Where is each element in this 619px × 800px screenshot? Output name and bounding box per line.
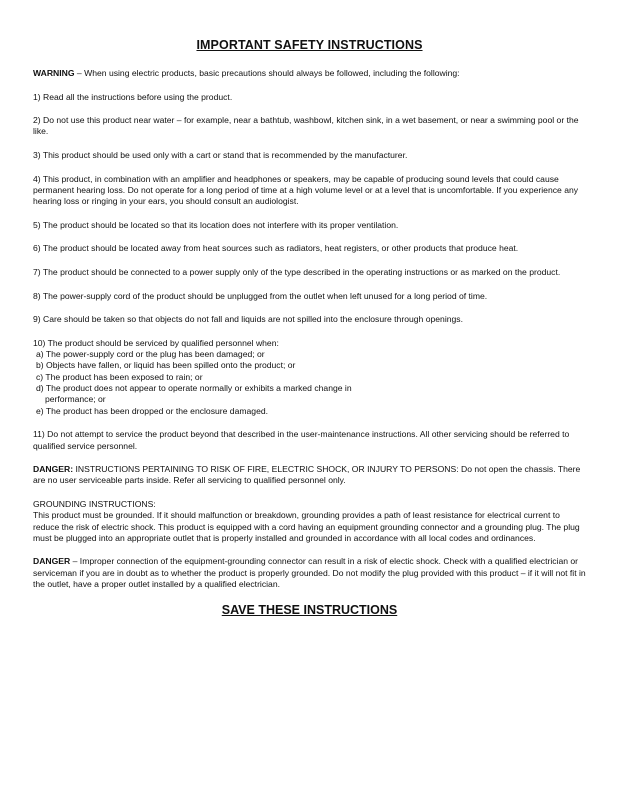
instruction-8: 8) The power-supply cord of the product should be unplugged from the outlet when left unused for a long period of time. bbox=[33, 290, 488, 301]
instruction-1: 1) Read all the instructions before using the product. bbox=[33, 91, 233, 102]
instruction-10-lead: 10) The product should be serviced by qualified personnel when: bbox=[33, 337, 279, 348]
instruction-5: 5) The product should be located so that its location does not interfere with its proper ventilation. bbox=[33, 219, 399, 230]
save-instructions-footer: SAVE THESE INSTRUCTIONS bbox=[221, 602, 398, 617]
danger-text-1: INSTRUCTIONS PERTAINING TO RISK OF FIRE, ELECTRIC SHOCK, OR INJURY TO PERSONS: Do not open the chassis. There are no user serviceable parts inside. Refer all servicing to qualified personnel only. bbox=[33, 464, 581, 486]
instruction-10-c: c) The product has been exposed to rain; or bbox=[36, 371, 203, 382]
instruction-9: 9) Care should be taken so that objects do not fall and liquids are not spilled into the enclosure through openings. bbox=[33, 314, 463, 325]
danger-paragraph-2 bbox=[33, 556, 586, 590]
instruction-10-b: b) Objects have fallen, or liquid has been spilled onto the product; or bbox=[36, 360, 296, 371]
instruction-6: 6) The product should be located away from heat sources such as radiators, heat registers, or other products that produce heat. bbox=[33, 243, 519, 254]
instruction-10-a: a) The power-supply cord or the plug has been damaged; or bbox=[36, 349, 265, 360]
warning-paragraph bbox=[33, 68, 586, 79]
instruction-11: 11) Do not attempt to service the product beyond that described in the user-maintenance instructions. All other servicing should be referred to qualified service personnel. bbox=[33, 429, 570, 451]
instruction-10 bbox=[33, 338, 586, 417]
instruction-10-d-cont: performance; or bbox=[45, 394, 106, 405]
danger-label-2: DANGER bbox=[33, 556, 71, 567]
grounding-heading: GROUNDING INSTRUCTIONS: bbox=[33, 498, 156, 509]
danger-paragraph-1 bbox=[33, 464, 586, 487]
warning-label: WARNING bbox=[33, 68, 75, 78]
grounding-text: This product must be grounded. If it should malfunction or breakdown, grounding provides a path of least resistance for electrical current to reduce the risk of electric shock. This product is equipped with a cord having an equipment grounding connector and a grounding plug. The plug must be plugged into an appropriate outlet that is properly installed and grounded in accordance with all local codes and ordinances. bbox=[33, 510, 580, 543]
danger-text-2: – Improper connection of the equipment-grounding connector can result in a risk of electic shock. Check with a qualified electrician or serviceman if you are in doubt as to whether the product is properly grounded. Do not modify the plug provided with this product – if it will not fit in the outlet, have a proper outlet installed by a qualified electrician. bbox=[33, 556, 586, 590]
document-title: IMPORTANT SAFETY INSTRUCTIONS bbox=[196, 38, 423, 52]
instruction-3: 3) This product should be used only with a cart or stand that is recommended by the manufacturer. bbox=[33, 150, 408, 161]
instruction-4: 4) This product, in combination with an amplifier and headphones or speakers, may be capable of producing sound levels that could cause permanent hearing loss. Do not operate for a long period of time at a high volume level or at a level that is uncomfortable. If you experience any hearing loss or ringing in your ears, you should consult an audiologist. bbox=[33, 173, 579, 207]
instruction-7: 7) The product should be connected to a power supply only of the type described in the operating instructions or as marked on the product. bbox=[33, 267, 561, 278]
danger-label-1: DANGER: bbox=[33, 464, 74, 475]
instruction-10-d: d) The product does not appear to operate normally or exhibits a marked change in bbox=[36, 383, 352, 394]
instruction-2: 2) Do not use this product near water – for example, near a bathtub, washbowl, kitchen sink, in a wet basement, or near a swimming pool or the like. bbox=[33, 115, 579, 137]
warning-text: – When using electric products, basic precautions should always be followed, including the following: bbox=[74, 68, 460, 78]
instruction-10-e: e) The product has been dropped or the enclosure damaged. bbox=[36, 405, 269, 416]
grounding-paragraph bbox=[33, 499, 586, 544]
